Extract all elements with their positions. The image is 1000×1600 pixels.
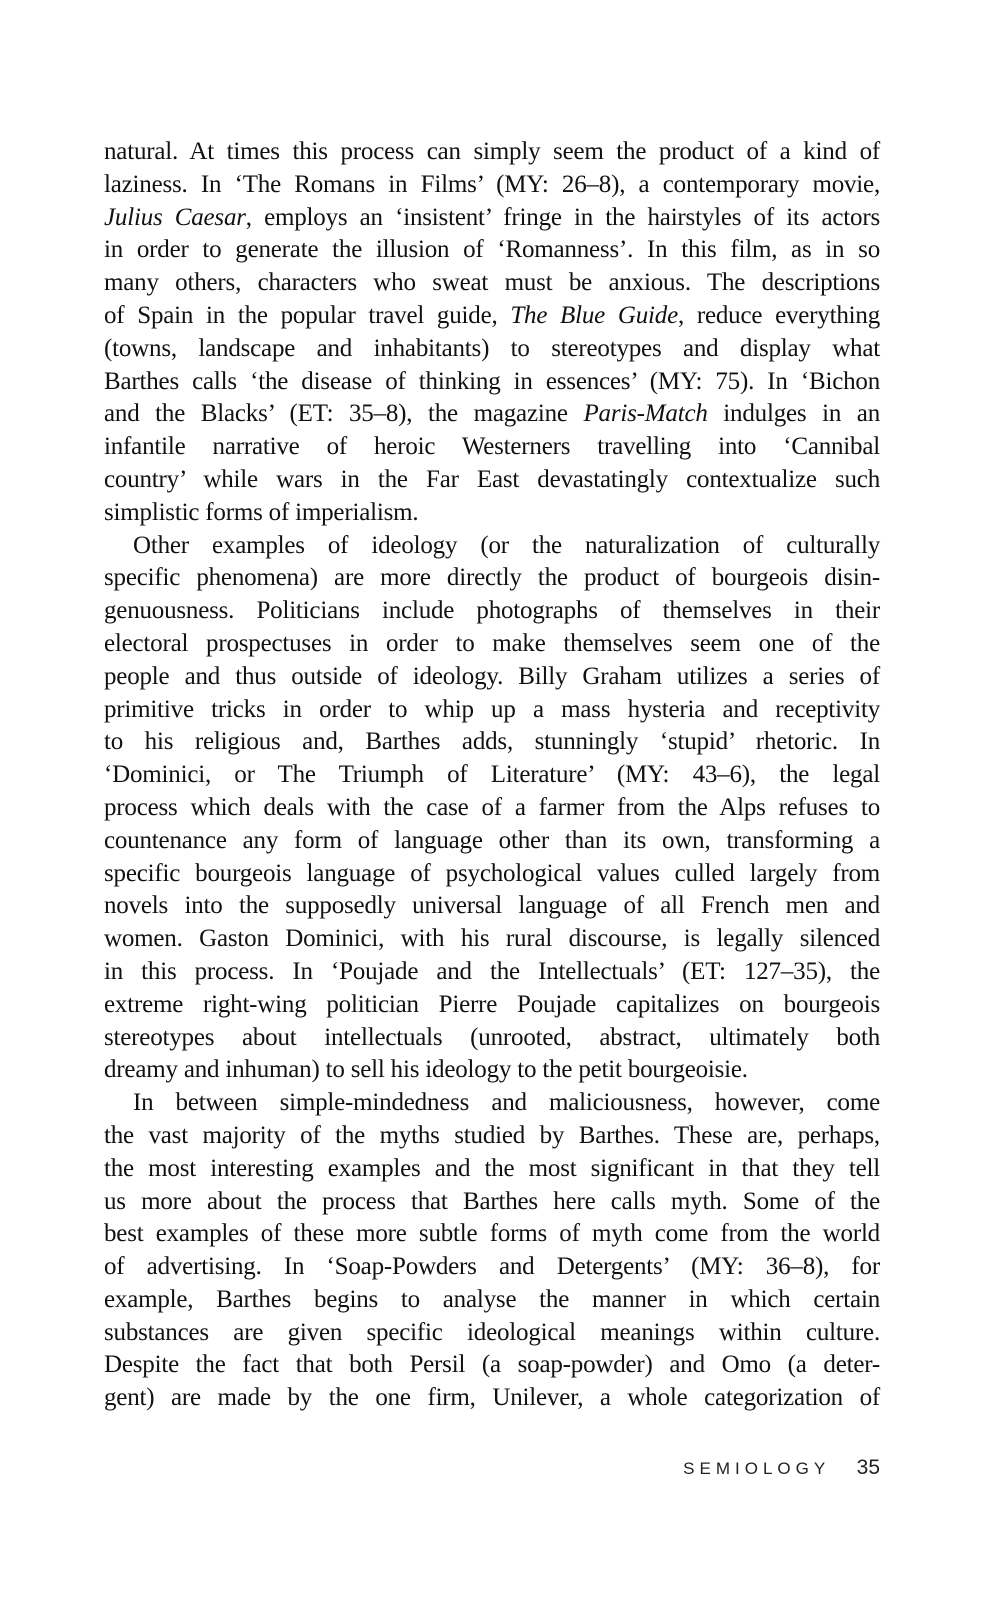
- text-line: [104, 1382, 880, 1415]
- page-body: [104, 136, 880, 1415]
- text-line: [104, 234, 880, 267]
- body-text: [104, 136, 880, 1415]
- text-run: us more about the process that Barthes here calls myth. Some of the: [104, 1187, 880, 1215]
- text-line: [104, 169, 880, 202]
- text-run: extreme right-wing politician Pierre Poujade capitalizes on bourgeois: [104, 990, 880, 1018]
- text-run: process which deals with the case of a farmer from the Alps refuses to: [104, 793, 880, 821]
- text-line: [104, 1022, 880, 1055]
- text-run: Despite the fact that both Persil (a soap-powder) and Omo (a deter-: [104, 1351, 880, 1379]
- text-run: specific phenomena) are more directly the product of bourgeois disin-: [104, 564, 880, 592]
- text-line: [104, 300, 880, 333]
- text-line: [104, 1186, 880, 1219]
- text-line: [104, 726, 880, 759]
- text-line: [104, 136, 880, 169]
- page-number: 35: [856, 1456, 880, 1479]
- text-run: country’ while wars in the Far East devastatingly contextualize such: [104, 465, 880, 493]
- text-line: [104, 497, 880, 530]
- paragraph: [104, 530, 880, 1088]
- text-line: [104, 267, 880, 300]
- page-footer: [104, 1456, 880, 1480]
- text-run: the vast majority of the myths studied by Barthes. These are, perhaps,: [104, 1121, 880, 1149]
- text-line: [104, 562, 880, 595]
- text-run: in this process. In ‘Poujade and the Intellectuals’ (ET: 127–35), the: [104, 957, 880, 985]
- text-run: gent) are made by the one firm, Unilever, a whole categorization of: [104, 1384, 880, 1412]
- text-line: [104, 825, 880, 858]
- text-line: [104, 431, 880, 464]
- text-run: and the Blacks’ (ET: 35–8), the magazine: [104, 400, 584, 428]
- text-line: [104, 628, 880, 661]
- text-line: [104, 1120, 880, 1153]
- text-run: example, Barthes begins to analyse the manner in which certain: [104, 1285, 880, 1313]
- italic-title: Paris-Match: [583, 400, 708, 428]
- text-run: Other examples of ideology (or the naturalization of culturally: [133, 531, 880, 559]
- text-line: [104, 1153, 880, 1186]
- text-run: electoral prospectuses in order to make themselves seem one of the: [104, 629, 880, 657]
- text-run: In between simple-mindedness and maliciousness, however, come: [133, 1089, 880, 1117]
- text-run: many others, characters who sweat must be anxious. The descriptions: [104, 269, 880, 297]
- text-line: [104, 202, 880, 235]
- text-run: simplistic forms of imperialism.: [104, 498, 419, 526]
- text-line: [104, 694, 880, 727]
- text-line: [104, 1054, 880, 1087]
- text-line: [104, 595, 880, 628]
- text-line: [104, 792, 880, 825]
- text-run: dreamy and inhuman) to sell his ideology to the petit bourgeoisie.: [104, 1056, 748, 1084]
- text-run: genuousness. Politicians include photographs of themselves in their: [104, 597, 880, 625]
- italic-title: Julius Caesar: [104, 203, 246, 231]
- text-run: ‘Dominici, or The Triumph of Literature’ (MY: 43–6), the legal: [104, 761, 880, 789]
- text-run: best examples of these more subtle forms of myth come from the world: [104, 1220, 880, 1248]
- text-line: [104, 464, 880, 497]
- text-run: the most interesting examples and the most significant in that they tell: [104, 1154, 880, 1182]
- text-run: of Spain in the popular travel guide,: [104, 301, 511, 329]
- text-run: laziness. In ‘The Romans in Films’ (MY: 26–8), a contemporary movie,: [104, 170, 880, 198]
- text-run: stereotypes about intellectuals (unrooted, abstract, ultimately both: [104, 1023, 880, 1051]
- italic-title: The Blue Guide: [510, 301, 678, 329]
- text-run: infantile narrative of heroic Westerners travelling into ‘Cannibal: [104, 433, 880, 461]
- text-run: in order to generate the illusion of ‘Romanness’. In this film, as in so: [104, 236, 880, 264]
- text-run: women. Gaston Dominici, with his rural discourse, is legally silenced: [104, 925, 880, 953]
- text-run: , employs an ‘insistent’ fringe in the hairstyles of its actors: [245, 203, 880, 231]
- text-line: [104, 1251, 880, 1284]
- text-line: [104, 1087, 880, 1120]
- text-line: [104, 759, 880, 792]
- text-run: to his religious and, Barthes adds, stunningly ‘stupid’ rhetoric. In: [104, 728, 880, 756]
- text-run: Barthes calls ‘the disease of thinking in essences’ (MY: 75). In ‘Bichon: [104, 367, 880, 395]
- text-run: specific bourgeois language of psychological values culled largely from: [104, 859, 880, 887]
- running-head: SEMIOLOGY: [683, 1459, 831, 1478]
- paragraph: [104, 1087, 880, 1415]
- text-line: [104, 366, 880, 399]
- text-run: natural. At times this process can simply seem the product of a kind of: [104, 138, 880, 165]
- text-line: [104, 1349, 880, 1382]
- text-line: [104, 530, 880, 563]
- text-line: [104, 858, 880, 891]
- text-run: of advertising. In ‘Soap-Powders and Detergents’ (MY: 36–8), for: [104, 1253, 880, 1281]
- text-line: [104, 1284, 880, 1317]
- text-run: people and thus outside of ideology. Billy Graham utilizes a series of: [104, 662, 880, 690]
- text-run: , reduce everything: [677, 301, 880, 329]
- text-line: [104, 989, 880, 1022]
- text-line: [104, 956, 880, 989]
- text-line: [104, 923, 880, 956]
- text-run: (towns, landscape and inhabitants) to stereotypes and display what: [104, 334, 880, 362]
- text-run: countenance any form of language other than its own, transforming a: [104, 826, 880, 854]
- text-run: novels into the supposedly universal language of all French men and: [104, 892, 880, 920]
- text-line: [104, 1317, 880, 1350]
- text-line: [104, 890, 880, 923]
- text-line: [104, 1218, 880, 1251]
- paragraph: [104, 136, 880, 530]
- text-run: substances are given specific ideological meanings within culture.: [104, 1318, 880, 1346]
- text-line: [104, 398, 880, 431]
- text-line: [104, 333, 880, 366]
- text-line: [104, 661, 880, 694]
- text-run: indulges in an: [707, 400, 880, 428]
- text-run: primitive tricks in order to whip up a mass hysteria and receptivity: [104, 695, 880, 723]
